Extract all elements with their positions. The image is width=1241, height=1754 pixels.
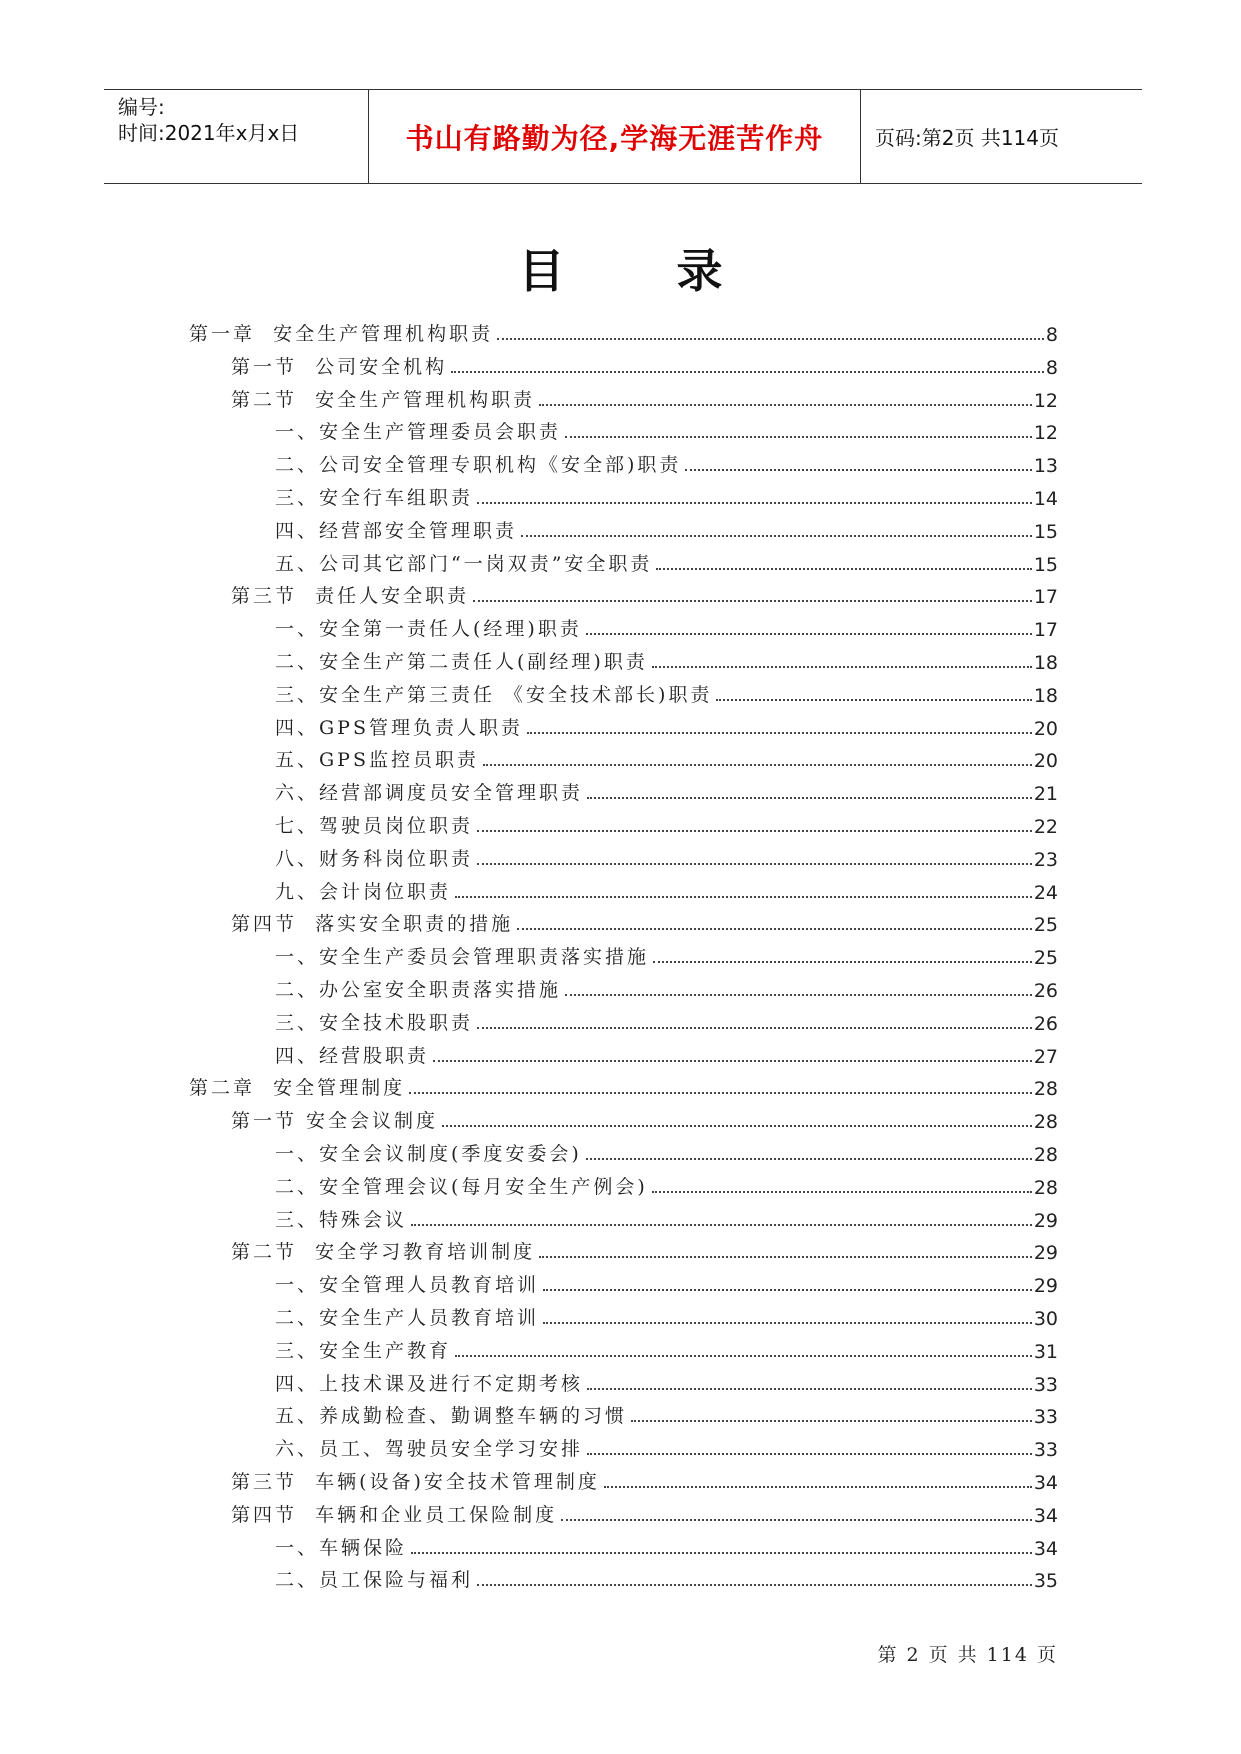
toc-leader-dots bbox=[587, 1453, 1032, 1455]
toc-entry[interactable] bbox=[231, 1494, 1058, 1527]
toc-entry-page: 20 bbox=[1033, 717, 1058, 740]
toc-leader-dots bbox=[451, 371, 1044, 373]
toc-entry-page: 28 bbox=[1033, 1078, 1058, 1101]
toc-entry[interactable] bbox=[275, 1264, 1058, 1297]
header-motto-cell bbox=[369, 90, 861, 183]
toc-entry-label: 二、安全生产第二责任人(副经理)职责 bbox=[275, 651, 648, 673]
toc-entry[interactable] bbox=[275, 1527, 1058, 1560]
toc-leader-dots bbox=[527, 732, 1032, 734]
toc-entry-page: 25 bbox=[1033, 947, 1058, 970]
toc-entry-label: 五、GPS监控员职责 bbox=[275, 749, 479, 772]
toc-entry-page: 33 bbox=[1033, 1406, 1058, 1429]
toc-leader-dots bbox=[653, 961, 1032, 963]
toc-entry-label: 七、驾驶员岗位职责 bbox=[275, 815, 474, 837]
toc-entry[interactable] bbox=[231, 1461, 1058, 1494]
toc-entry[interactable] bbox=[275, 1297, 1058, 1330]
toc-entry-label: 第二节 安全生产管理机构职责 bbox=[231, 388, 536, 411]
toc-entry-page: 22 bbox=[1033, 816, 1058, 838]
toc-entry-label: 二、安全管理会议(每月安全生产例会) bbox=[275, 1175, 648, 1198]
toc-entry-page: 34 bbox=[1033, 1537, 1058, 1560]
toc-entry[interactable] bbox=[189, 313, 1058, 346]
toc-leader-dots bbox=[656, 568, 1031, 570]
toc-entry[interactable] bbox=[231, 575, 1058, 608]
toc-entry-label: 三、安全生产教育 bbox=[275, 1339, 452, 1362]
toc-entry-label: 六、经营部调度员安全管理职责 bbox=[275, 782, 584, 805]
toc-entry-label: 一、安全管理人员教育培训 bbox=[275, 1274, 540, 1297]
toc-entry-label: 四、上技术课及进行不定期考核 bbox=[275, 1372, 584, 1395]
toc-leader-dots bbox=[411, 1224, 1032, 1226]
toc-entry[interactable] bbox=[275, 1166, 1058, 1199]
toc-entry[interactable] bbox=[275, 805, 1058, 838]
toc-leader-dots bbox=[586, 633, 1032, 635]
toc-leader-dots bbox=[483, 764, 1032, 766]
toc-leader-dots bbox=[411, 1552, 1032, 1554]
toc-leader-dots bbox=[652, 666, 1032, 668]
toc-entry-label: 第一章 安全生产管理机构职责 bbox=[189, 323, 494, 345]
toc-entry-label: 四、GPS管理负责人职责 bbox=[275, 716, 523, 739]
toc-entry-page: 18 bbox=[1033, 684, 1058, 707]
toc-entry[interactable] bbox=[275, 936, 1058, 969]
toc-leader-dots bbox=[517, 928, 1032, 930]
toc-entry-page: 12 bbox=[1033, 422, 1058, 445]
header-page-cell bbox=[861, 90, 1142, 183]
toc-leader-dots bbox=[477, 830, 1032, 832]
toc-entry[interactable] bbox=[275, 477, 1058, 510]
toc-entry[interactable] bbox=[275, 608, 1058, 641]
toc-entry-page: 14 bbox=[1033, 488, 1058, 510]
toc-entry[interactable] bbox=[275, 1133, 1058, 1166]
toc-entry-page: 20 bbox=[1033, 750, 1058, 773]
toc-entry-label: 第二章 安全管理制度 bbox=[189, 1077, 406, 1100]
toc-entry-label: 一、安全生产管理委员会职责 bbox=[275, 421, 562, 444]
toc-leader-dots bbox=[685, 469, 1031, 471]
toc-entry-label: 四、经营股职责 bbox=[275, 1044, 430, 1067]
toc-entry[interactable] bbox=[231, 1231, 1058, 1264]
toc-entry[interactable] bbox=[275, 411, 1058, 444]
toc-leader-dots bbox=[561, 1519, 1032, 1521]
toc-entry-page: 15 bbox=[1033, 520, 1058, 543]
toc-entry-page: 8 bbox=[1045, 356, 1058, 379]
toc-entry-page: 25 bbox=[1033, 914, 1058, 937]
toc-leader-dots bbox=[477, 863, 1032, 865]
toc-entry-page: 29 bbox=[1033, 1242, 1058, 1265]
toc-entry[interactable] bbox=[275, 969, 1058, 1002]
toc-entry[interactable] bbox=[275, 707, 1058, 740]
toc-entry-label: 三、特殊会议 bbox=[275, 1208, 408, 1231]
toc-entry-label: 三、安全生产第三责任 《安全技术部长)职责 bbox=[275, 683, 713, 706]
toc-leader-dots bbox=[473, 600, 1032, 602]
toc-entry[interactable] bbox=[275, 1559, 1058, 1592]
toc-leader-dots bbox=[652, 1191, 1032, 1193]
toc-leader-dots bbox=[442, 1125, 1032, 1127]
toc-leader-dots bbox=[477, 502, 1032, 504]
toc-entry[interactable] bbox=[189, 1067, 1058, 1100]
toc-entry-page: 24 bbox=[1033, 881, 1058, 904]
toc-entry-page: 35 bbox=[1033, 1570, 1058, 1593]
page-title: 目 录 bbox=[518, 244, 771, 298]
toc-entry[interactable] bbox=[275, 1002, 1058, 1035]
toc-entry[interactable] bbox=[275, 444, 1058, 477]
toc-leader-dots bbox=[497, 338, 1044, 340]
toc-leader-dots bbox=[604, 1486, 1032, 1488]
header-meta-cell bbox=[104, 90, 369, 183]
toc-entry[interactable] bbox=[231, 1100, 1058, 1133]
toc-leader-dots bbox=[455, 896, 1032, 898]
toc-entry-label: 第四节 落实安全职责的措施 bbox=[231, 913, 514, 936]
toc-entry-page: 26 bbox=[1033, 980, 1058, 1002]
toc-entry[interactable] bbox=[231, 346, 1058, 379]
toc-entry-label: 二、安全生产人员教育培训 bbox=[275, 1307, 540, 1329]
toc-leader-dots bbox=[539, 404, 1032, 406]
toc-entry[interactable] bbox=[275, 1199, 1058, 1232]
toc-entry-page: 33 bbox=[1033, 1439, 1058, 1462]
toc-entry[interactable] bbox=[231, 903, 1058, 936]
toc-entry-label: 第三节 责任人安全职责 bbox=[231, 585, 470, 608]
page-info: 页码:第2页 共114页 bbox=[875, 126, 1059, 150]
toc-entry[interactable] bbox=[275, 772, 1058, 805]
toc-entry-page: 26 bbox=[1033, 1012, 1058, 1035]
toc-entry-label: 九、会计岗位职责 bbox=[275, 880, 452, 903]
toc-entry-label: 三、安全行车组职责 bbox=[275, 487, 474, 509]
toc-leader-dots bbox=[565, 436, 1032, 438]
toc-leader-dots bbox=[539, 1256, 1032, 1258]
toc-entry-page: 34 bbox=[1033, 1472, 1058, 1494]
toc-entry-label: 二、办公室安全职责落实措施 bbox=[275, 979, 562, 1001]
toc-entry[interactable] bbox=[275, 674, 1058, 707]
toc-entry[interactable] bbox=[275, 1363, 1058, 1396]
toc-leader-dots bbox=[455, 1355, 1032, 1357]
toc-entry-page: 33 bbox=[1033, 1373, 1058, 1396]
toc-entry-page: 31 bbox=[1033, 1340, 1058, 1363]
toc-entry[interactable] bbox=[275, 1035, 1058, 1068]
toc-entry-label: 第三节 车辆(设备)安全技术管理制度 bbox=[231, 1471, 600, 1493]
toc-entry-label: 二、公司安全管理专职机构《安全部)职责 bbox=[275, 454, 682, 477]
toc-entry-page: 27 bbox=[1033, 1045, 1058, 1068]
toc-entry-page: 34 bbox=[1033, 1504, 1058, 1527]
toc-entry-label: 五、养成勤检查、勤调整车辆的习惯 bbox=[275, 1405, 628, 1428]
toc-entry-page: 28 bbox=[1033, 1144, 1058, 1166]
page-footer: 第 2 页 共 114 页 bbox=[877, 1644, 1058, 1666]
toc-entry-page: 17 bbox=[1033, 619, 1058, 642]
toc-leader-dots bbox=[565, 994, 1032, 996]
toc-entry-page: 18 bbox=[1033, 652, 1058, 674]
toc-leader-dots bbox=[586, 1158, 1032, 1160]
toc-leader-dots bbox=[521, 535, 1032, 537]
toc-entry[interactable] bbox=[275, 1330, 1058, 1363]
toc-entry-label: 第一节 公司安全机构 bbox=[231, 355, 448, 378]
motto: 书山有路勤为径,学海无涯苦作舟 bbox=[405, 121, 824, 155]
toc-leader-dots bbox=[716, 699, 1031, 701]
toc-entry[interactable] bbox=[275, 1395, 1058, 1428]
toc-entry-label: 一、安全会议制度(季度安委会) bbox=[275, 1143, 582, 1165]
toc-entry-page: 8 bbox=[1045, 324, 1058, 346]
toc-entry-label: 第二节 安全学习教育培训制度 bbox=[231, 1241, 536, 1264]
number-label: 编号: bbox=[118, 95, 165, 119]
toc-entry[interactable] bbox=[275, 543, 1058, 576]
toc-entry-page: 23 bbox=[1033, 848, 1058, 871]
toc-leader-dots bbox=[631, 1420, 1032, 1422]
toc-entry-label: 八、财务科岗位职责 bbox=[275, 847, 474, 870]
toc-entry[interactable] bbox=[275, 838, 1058, 871]
toc-entry-page: 30 bbox=[1033, 1308, 1058, 1330]
page-header bbox=[104, 89, 1142, 184]
toc-entry[interactable] bbox=[275, 641, 1058, 674]
toc-leader-dots bbox=[477, 1584, 1032, 1586]
toc-entry-page: 12 bbox=[1033, 389, 1058, 412]
toc-entry-label: 六、员工、驾驶员安全学习安排 bbox=[275, 1438, 584, 1461]
toc-entry-page: 28 bbox=[1033, 1176, 1058, 1199]
toc-entry[interactable] bbox=[231, 379, 1058, 412]
toc-leader-dots bbox=[409, 1092, 1032, 1094]
toc-entry-page: 17 bbox=[1033, 586, 1058, 609]
toc-entry-label: 一、车辆保险 bbox=[275, 1536, 408, 1559]
toc-entry-label: 第一节 安全会议制度 bbox=[231, 1110, 439, 1133]
time-label: 时间:2021年x月x日 bbox=[118, 121, 300, 145]
toc-leader-dots bbox=[477, 1027, 1032, 1029]
toc-entry-page: 13 bbox=[1033, 455, 1058, 478]
toc-leader-dots bbox=[433, 1060, 1032, 1062]
toc-leader-dots bbox=[587, 797, 1032, 799]
toc-entry-label: 二、员工保险与福利 bbox=[275, 1569, 474, 1592]
toc-entry-label: 三、安全技术股职责 bbox=[275, 1011, 474, 1034]
toc-entry[interactable] bbox=[275, 871, 1058, 904]
toc-leader-dots bbox=[543, 1289, 1032, 1291]
toc-entry-page: 15 bbox=[1033, 553, 1058, 576]
toc-entry-label: 四、经营部安全管理职责 bbox=[275, 519, 518, 542]
toc-leader-dots bbox=[587, 1388, 1032, 1390]
toc-entry-page: 28 bbox=[1033, 1111, 1058, 1134]
toc-entry-page: 29 bbox=[1033, 1209, 1058, 1232]
toc-entry-label: 一、安全第一责任人(经理)职责 bbox=[275, 618, 582, 641]
toc-leader-dots bbox=[543, 1322, 1032, 1324]
toc-entry[interactable] bbox=[275, 739, 1058, 772]
toc-entry-label: 一、安全生产委员会管理职责落实措施 bbox=[275, 946, 650, 969]
toc-entry-label: 第四节 车辆和企业员工保险制度 bbox=[231, 1503, 558, 1526]
toc-entry-page: 21 bbox=[1033, 783, 1058, 806]
toc-entry-label: 五、公司其它部门“一岗双责”安全职责 bbox=[275, 552, 653, 575]
toc-entry-page: 29 bbox=[1033, 1275, 1058, 1298]
toc-entry[interactable] bbox=[275, 510, 1058, 543]
toc-entry[interactable] bbox=[275, 1428, 1058, 1461]
